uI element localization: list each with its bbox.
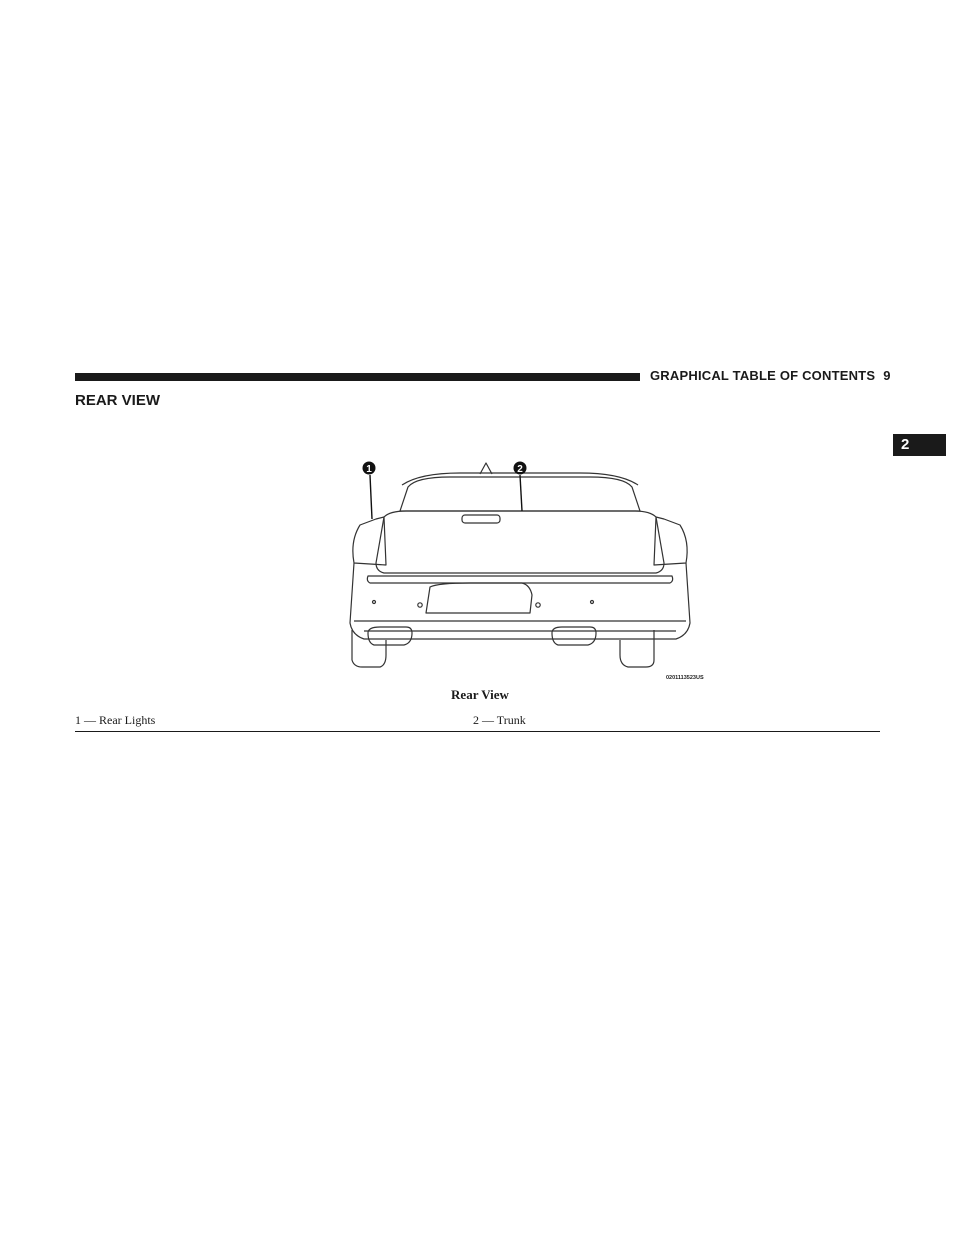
page-number: 9 <box>883 368 891 383</box>
image-code: 0201113523US <box>666 675 704 681</box>
callout-1: 1 <box>366 464 372 475</box>
legend-item-rear-lights: 1 — Rear Lights <box>75 713 156 727</box>
header-title: GRAPHICAL TABLE OF CONTENTS <box>650 368 876 383</box>
rear-view-illustration <box>340 455 720 687</box>
callout-2: 2 <box>517 464 523 475</box>
legend-item-trunk: 2 — Trunk <box>473 713 526 727</box>
header-rule <box>75 373 640 381</box>
legend-table <box>75 713 880 732</box>
figure-caption: Rear View <box>451 687 509 702</box>
section-title: REAR VIEW <box>75 392 161 409</box>
chapter-tab[interactable]: 2 <box>893 434 946 456</box>
running-header <box>650 368 890 383</box>
